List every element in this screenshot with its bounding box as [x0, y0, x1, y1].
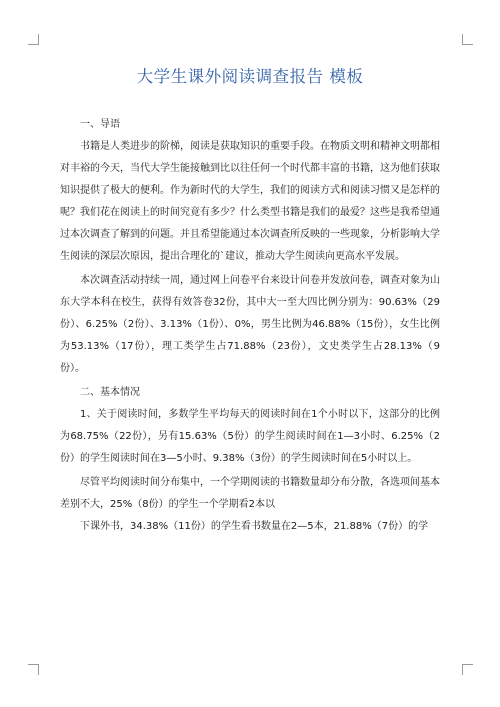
survey-method-paragraph: 本次调查活动持续一周，通过网上问卷平台来设计问卷并发放问卷，调查对象为山东大学本科在校生，获得有效答卷32份，其中大一至大四比例分别为：90.63%（29份）、6.25%（2份）、3.13%（1份）、0%，男生比例为46.88%（15份），女生比例为53.13%（17份），理工类学生占71.88%（23份），文史类学生占28.13%（9份）。	[60, 275, 440, 374]
section-heading-basic: 二、基本情况	[80, 387, 140, 398]
book-count-paragraph: 尽管平均阅读时间分布集中，一个学期阅读的书籍数量却分布分散，各选项间基本差别不大，25%（8份）的学生一个学期看2本以	[60, 477, 440, 510]
crop-mark-bottom-right	[462, 664, 473, 675]
crop-mark-bottom-left	[28, 664, 39, 675]
crop-mark-top-left	[28, 34, 39, 45]
document-title: 大学生课外阅读调查报告 模板	[136, 67, 364, 86]
document-body	[60, 114, 440, 538]
book-count-paragraph-continued: 下课外书，34.38%（11份）的学生看书数量在2—5本，21.88%（7份）的学	[80, 521, 429, 532]
intro-paragraph: 书籍是人类进步的阶梯，阅读是获取知识的重要手段。在物质文明和精神文明都相对丰裕的今天，当代大学生能接触到比以往任何一个时代都丰富的书籍，这为他们获取知识提供了极大的便利。作为新时代的大学生，我们的阅读方式和阅读习惯又是怎样的呢？我们花在阅读上的时间究竟有多少？什么类型书籍是我们的最爱？这些是我希望通过本次调查了解到的问题。并且希望能通过本次调查所反映的一些现象，分析影响大学生阅读的深层次原因，提出合理化的`建议，推动大学生阅读向更高水平发展。	[60, 141, 440, 262]
section-heading-intro: 一、导语	[80, 119, 120, 130]
reading-time-paragraph: 1、关于阅读时间，多数学生平均每天的阅读时间在1个小时以下，这部分的比例为68.75%（22份），另有15.63%（5份）的学生阅读时间在1—3小时、6.25%（2份）的学生阅读时间在3—5小时、9.38%（3份）的学生阅读时间在5小时以上。	[60, 409, 440, 464]
crop-mark-top-right	[462, 34, 473, 45]
